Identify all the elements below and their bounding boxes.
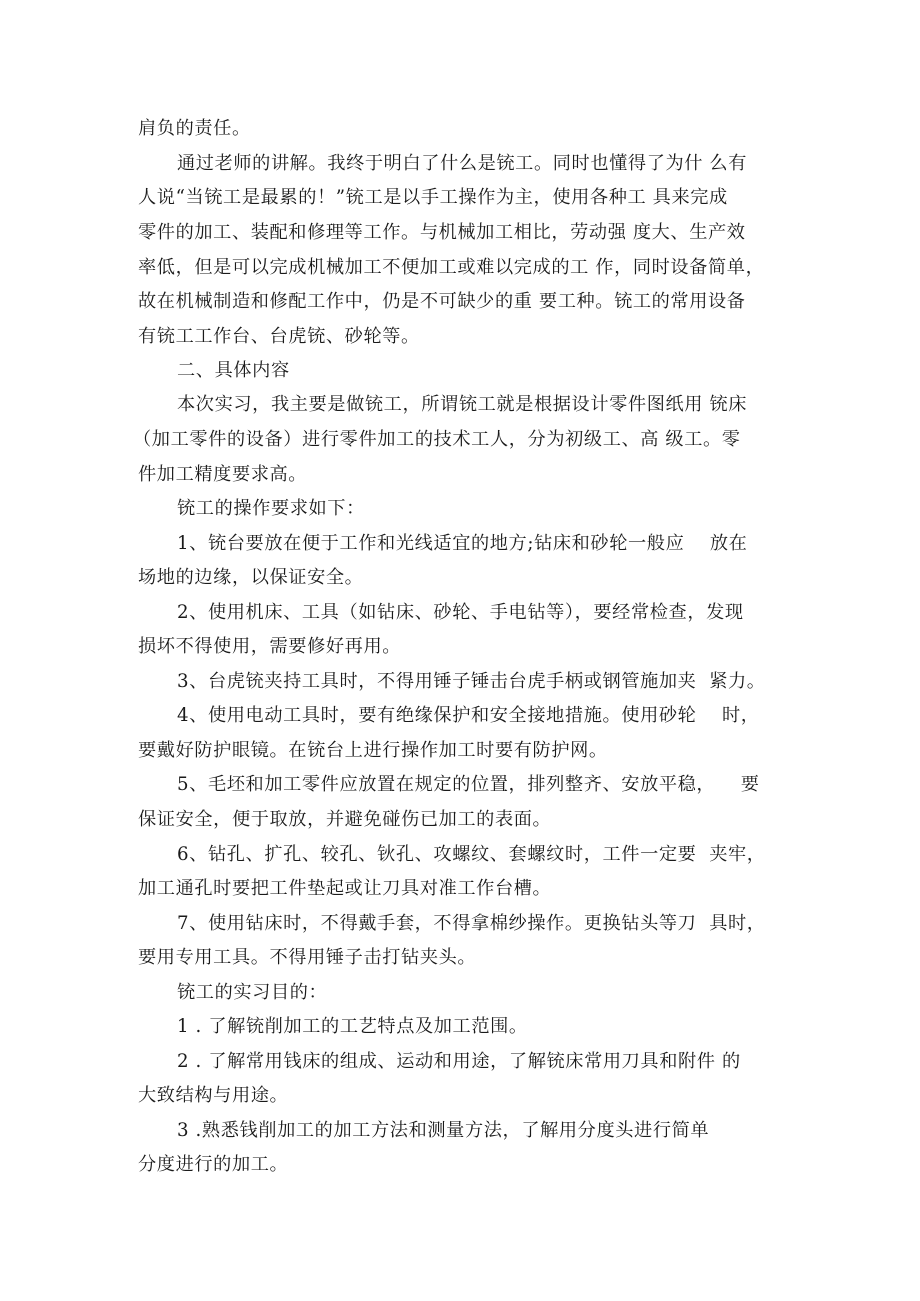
- text-line: （加工零件的设备）进行零件加工的技术工人，分为初级工、高 级工。零: [133, 429, 741, 450]
- list-item: 3、台虎铳夹持工具时，不得用锤子锤击台虎手柄或钢管施加夹 紧力。: [177, 671, 766, 692]
- text-line: 有铳工工作台、台虎铳、砂轮等。: [138, 326, 420, 347]
- list-item: 2 . 了解常用钱床的组成、运动和用途，了解铳床常用刀具和附件 的: [177, 1051, 741, 1072]
- text-line: 要用专用工具。不得用锤子击打钻夹头。: [138, 947, 477, 968]
- text-line: 肩负的责任。: [138, 118, 251, 139]
- text-line: 分度进行的加工。: [138, 1154, 289, 1175]
- text-line: 人说“当铳工是最累的！”铳工是以手工操作为主，使用各种工 具来完成: [138, 187, 728, 208]
- list-item: 7、使用钻床时，不得戴手套，不得拿棉纱操作。更换钻头等刀 具时，: [177, 913, 766, 934]
- text-line: 要戴好防护眼镜。在铳台上进行操作加工时要有防护网。: [138, 740, 608, 761]
- text-line: 件加工精度要求高。: [138, 464, 308, 485]
- text-line: 通过老师的讲解。我终于明白了什么是铳工。同时也懂得了为什 么有: [177, 153, 748, 174]
- text-line: 场地的边缘，以保证安全。: [138, 567, 364, 588]
- list-item: 4、使用电动工具时，要有绝缘保护和安全接地措施。使用砂轮 时，: [177, 705, 760, 726]
- text-line: 故在机械制造和修配工作中，仍是不可缺少的重 要工种。铳工的常用设备: [138, 291, 746, 312]
- list-item: 1 . 了解铳削加工的工艺特点及加工范围。: [177, 1016, 528, 1037]
- list-item: 1、铳台要放在便于工作和光线适宜的地方;钻床和砂轮一般应 放在: [177, 533, 748, 554]
- text-line: 率低，但是可以完成机械加工不便加工或难以完成的工 作，同时设备简单，: [138, 257, 765, 278]
- text-line: 零件的加工、装配和修理等工作。与机械加工相比，劳动强 度大、生产效: [138, 222, 746, 243]
- text-line: 本次实习，我主要是做铳工，所谓铳工就是根据设计零件图纸用 铳床: [177, 394, 748, 415]
- text-line: 大致结构与用途。: [138, 1085, 289, 1106]
- list-item: 5、毛坯和加工零件应放置在规定的位置，排列整齐、安放平稳， 要: [177, 774, 760, 795]
- list-item: 6、钻孔、扩孔、较孔、钬孔、攻螺纹、套螺纹时，工件一定要 夹牢，: [177, 844, 766, 865]
- text-line: 加工通孔时要把工件垫起或让刀具对准工作台槽。: [138, 878, 552, 899]
- section-heading: 铳工的实习目的：: [177, 982, 328, 1003]
- list-item: 2、使用机床、工具（如钻床、砂轮、手电钻等），要经常检查，发现: [177, 602, 744, 623]
- section-heading: 二、具体内容: [177, 360, 290, 381]
- text-line: 损坏不得使用，需要修好再用。: [138, 636, 402, 657]
- text-line: 保证安全，便于取放，并避免碰伤已加工的表面。: [138, 809, 552, 830]
- list-item: 3 .熟悉钱削加工的加工方法和测量方法，了解用分度头进行简单: [177, 1120, 710, 1141]
- text-line: 铳工的操作要求如下：: [177, 498, 365, 519]
